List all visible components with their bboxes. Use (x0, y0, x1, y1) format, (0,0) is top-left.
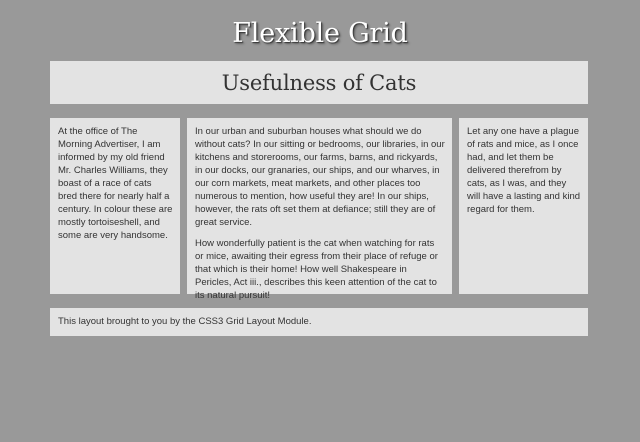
right-sidebar-text: Let any one have a plague of rats and mice, as I once had, and let them be delivered therefrom by cats, as I was, and they will have a lasting and kind regard for them. (467, 126, 581, 215)
header-title: Usefulness of Cats (221, 70, 417, 95)
footer (50, 308, 588, 336)
left-sidebar (50, 118, 180, 294)
main-content (187, 118, 452, 301)
right-sidebar (459, 118, 588, 294)
left-sidebar-text: At the office of The Morning Advertiser, I am informed by my old friend Mr. Charles Williams, they boast of a race of cats bred there for nearly half a century. In colour these are mostly tortoiseshell, and some are very handsome. (58, 126, 173, 241)
footer-text: This layout brought to you by the CSS3 Grid Layout Module. (58, 316, 312, 327)
main-paragraph-2: How wonderfully patient is the cat when watching for rats or mice, awaiting their egress from their place of refuge or that which is their home! How well Shakespeare in Pericles, Act iii., describes this keen attention of the cat to its natural pursuit! (195, 238, 438, 301)
header-panel (50, 61, 588, 104)
main-paragraph-1: In our urban and suburban houses what should we do without cats? In our sitting or bedrooms, our libraries, in our kitchens and storerooms, our farms, barns, and rickyards, in our docks, our granaries, our ships, and our wharves, in our corn markets, meat markets, and other places too numerous to mention, how useful they are! In our ships, however, the rats oft set them at defiance; still they are of great service. (195, 126, 445, 228)
site-title: Flexible Grid (232, 18, 408, 49)
